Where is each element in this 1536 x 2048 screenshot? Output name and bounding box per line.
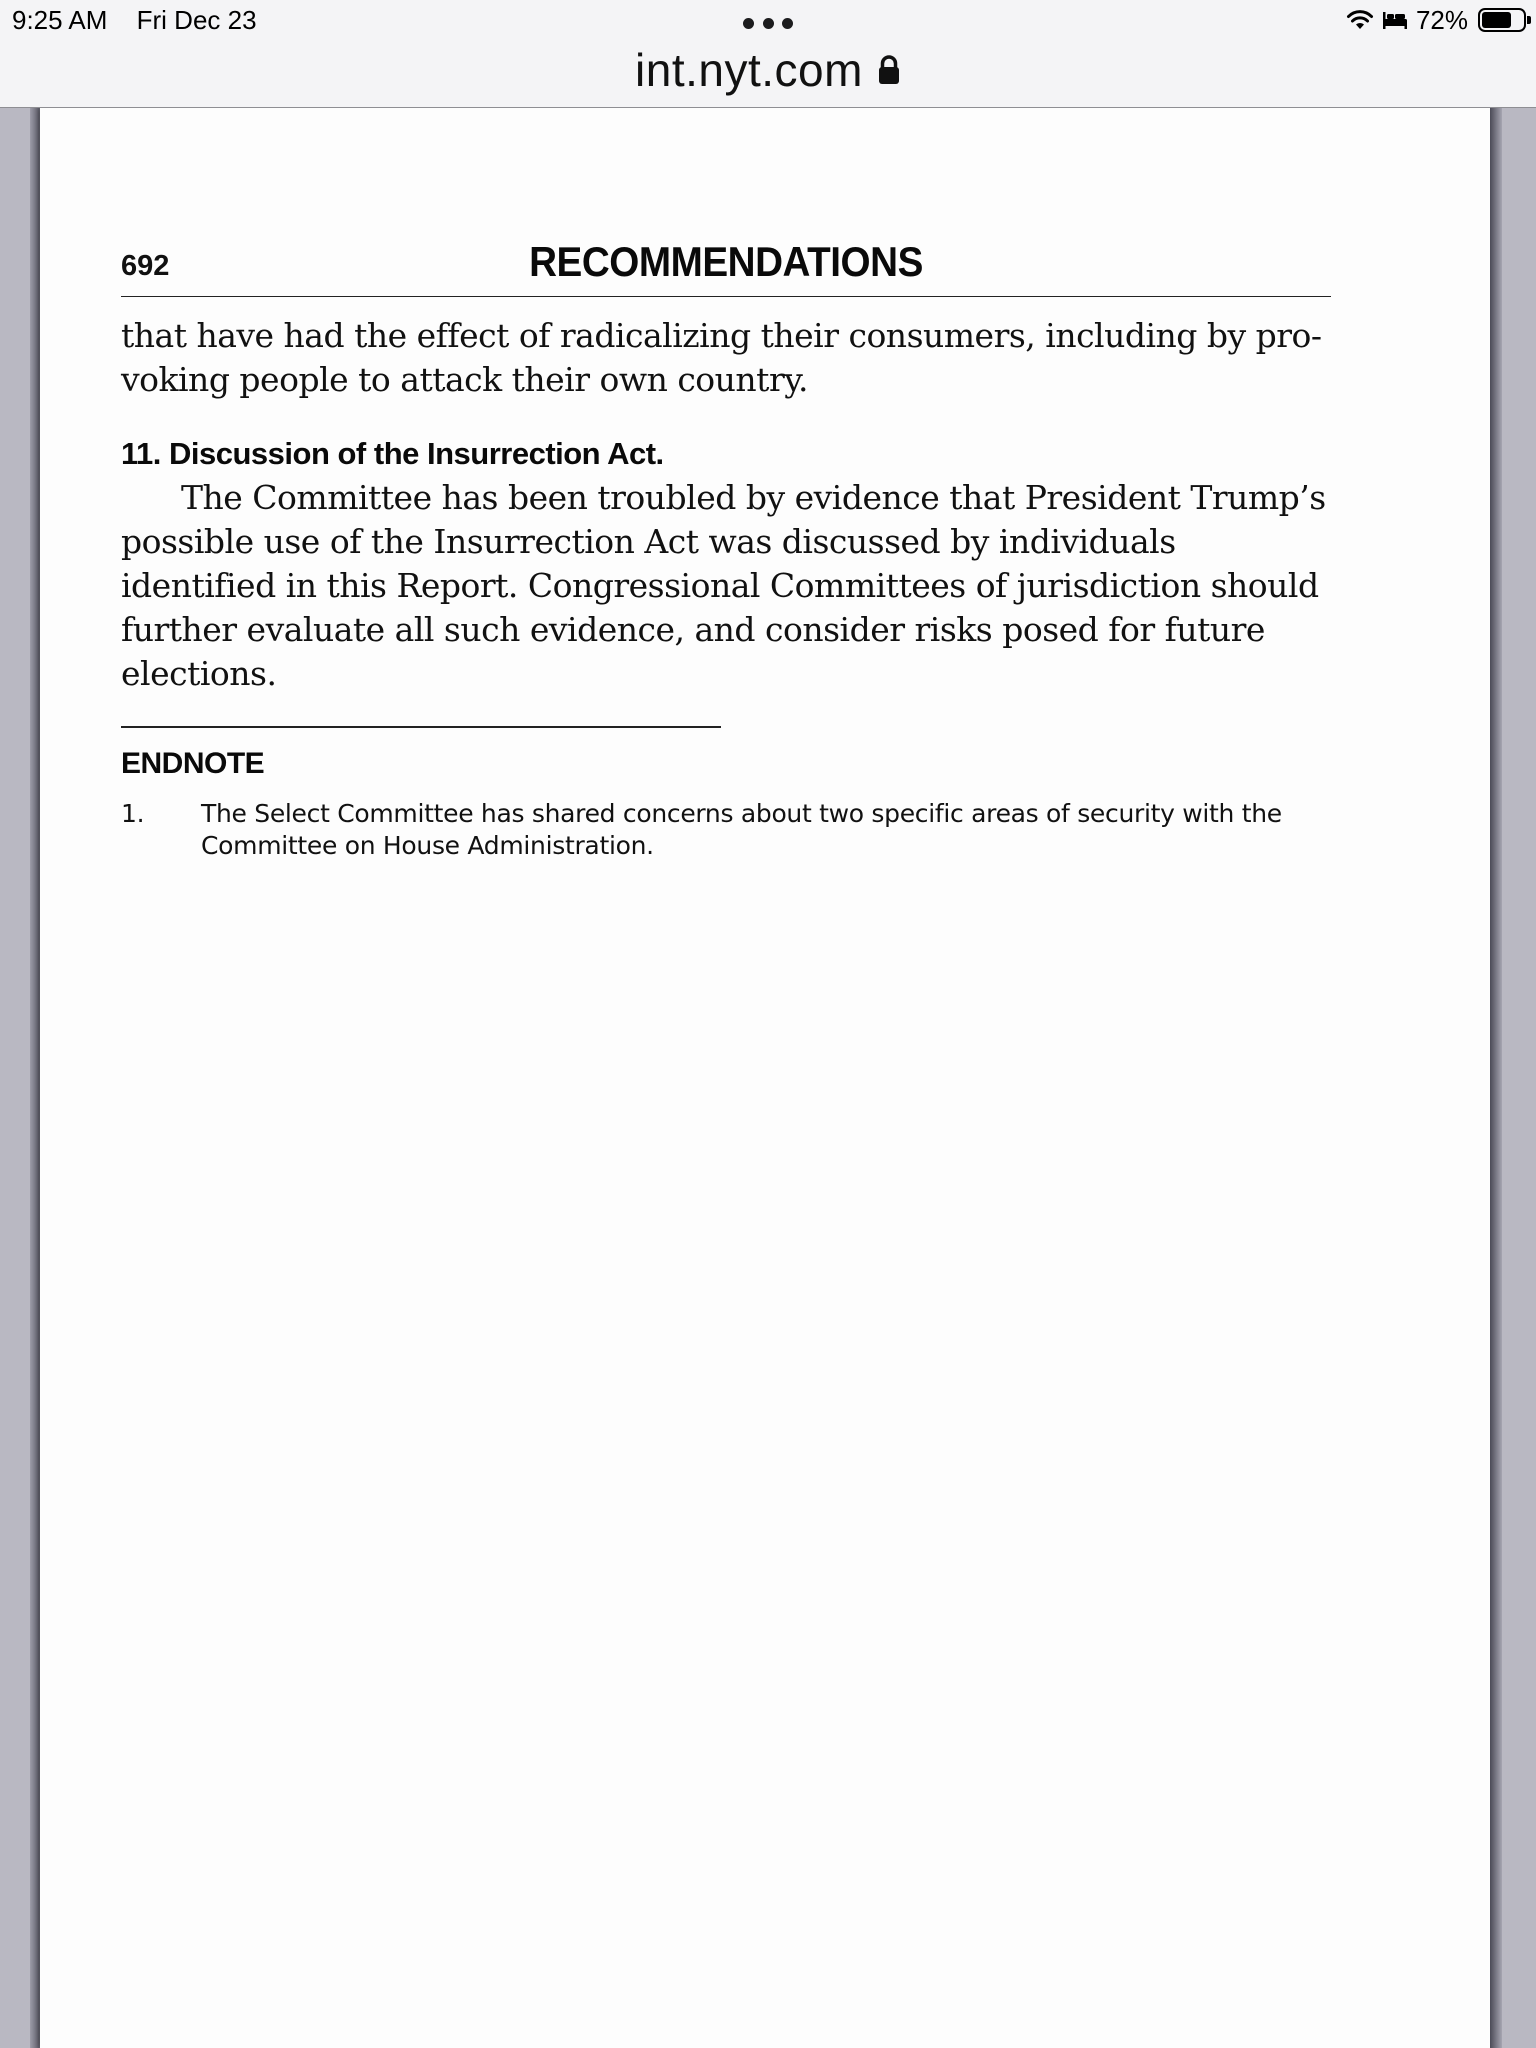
dot xyxy=(782,18,793,29)
paragraph-1: that have had the effect of radicalizing their consumers, including by pro-voking people to attack their own country. xyxy=(121,316,1322,399)
running-head xyxy=(121,238,1331,297)
endnote-number: 1. xyxy=(121,799,145,828)
battery-level-fill xyxy=(1482,12,1511,28)
endnote-text: The Select Committee has shared concerns about two specific areas of security with the Committee on House Administration. xyxy=(201,799,1282,860)
battery-icon xyxy=(1478,8,1526,32)
status-date: Fri Dec 23 xyxy=(136,5,257,35)
endnote-divider xyxy=(121,726,721,728)
lock-icon xyxy=(877,54,901,86)
browser-chrome xyxy=(0,0,1536,108)
status-bar-right xyxy=(1346,4,1526,36)
status-bar-left xyxy=(12,5,279,36)
url-text[interactable]: int.nyt.com xyxy=(635,44,863,96)
page-edge-left xyxy=(30,108,40,2048)
section-heading: 11. Discussion of the Insurrection Act. xyxy=(121,436,664,471)
more-dots-icon[interactable] xyxy=(743,16,793,30)
address-bar[interactable] xyxy=(0,40,1536,100)
battery-cap xyxy=(1527,16,1531,24)
page-number: 692 xyxy=(121,250,170,282)
battery-percent: 72% xyxy=(1415,4,1468,35)
page-edge-right xyxy=(1490,108,1502,2048)
dot xyxy=(743,18,754,29)
bed-icon xyxy=(1382,10,1408,30)
endnote-item xyxy=(121,798,1331,862)
endnote-heading: ENDNOTE xyxy=(121,747,265,780)
wifi-icon xyxy=(1346,9,1374,31)
paragraph-2: The Committee has been troubled by evidence that President Trump’s possible use of the Insurrection Act was discussed by individuals identified in this Report. Congressional Committees of jurisdiction should further evaluate all such evidence, and consider risks posed for future elections. xyxy=(121,478,1326,693)
status-time: 9:25 AM xyxy=(12,5,108,35)
running-title: RECOMMENDATIONS xyxy=(529,238,923,285)
dot xyxy=(763,18,774,29)
page-content xyxy=(121,238,1331,862)
